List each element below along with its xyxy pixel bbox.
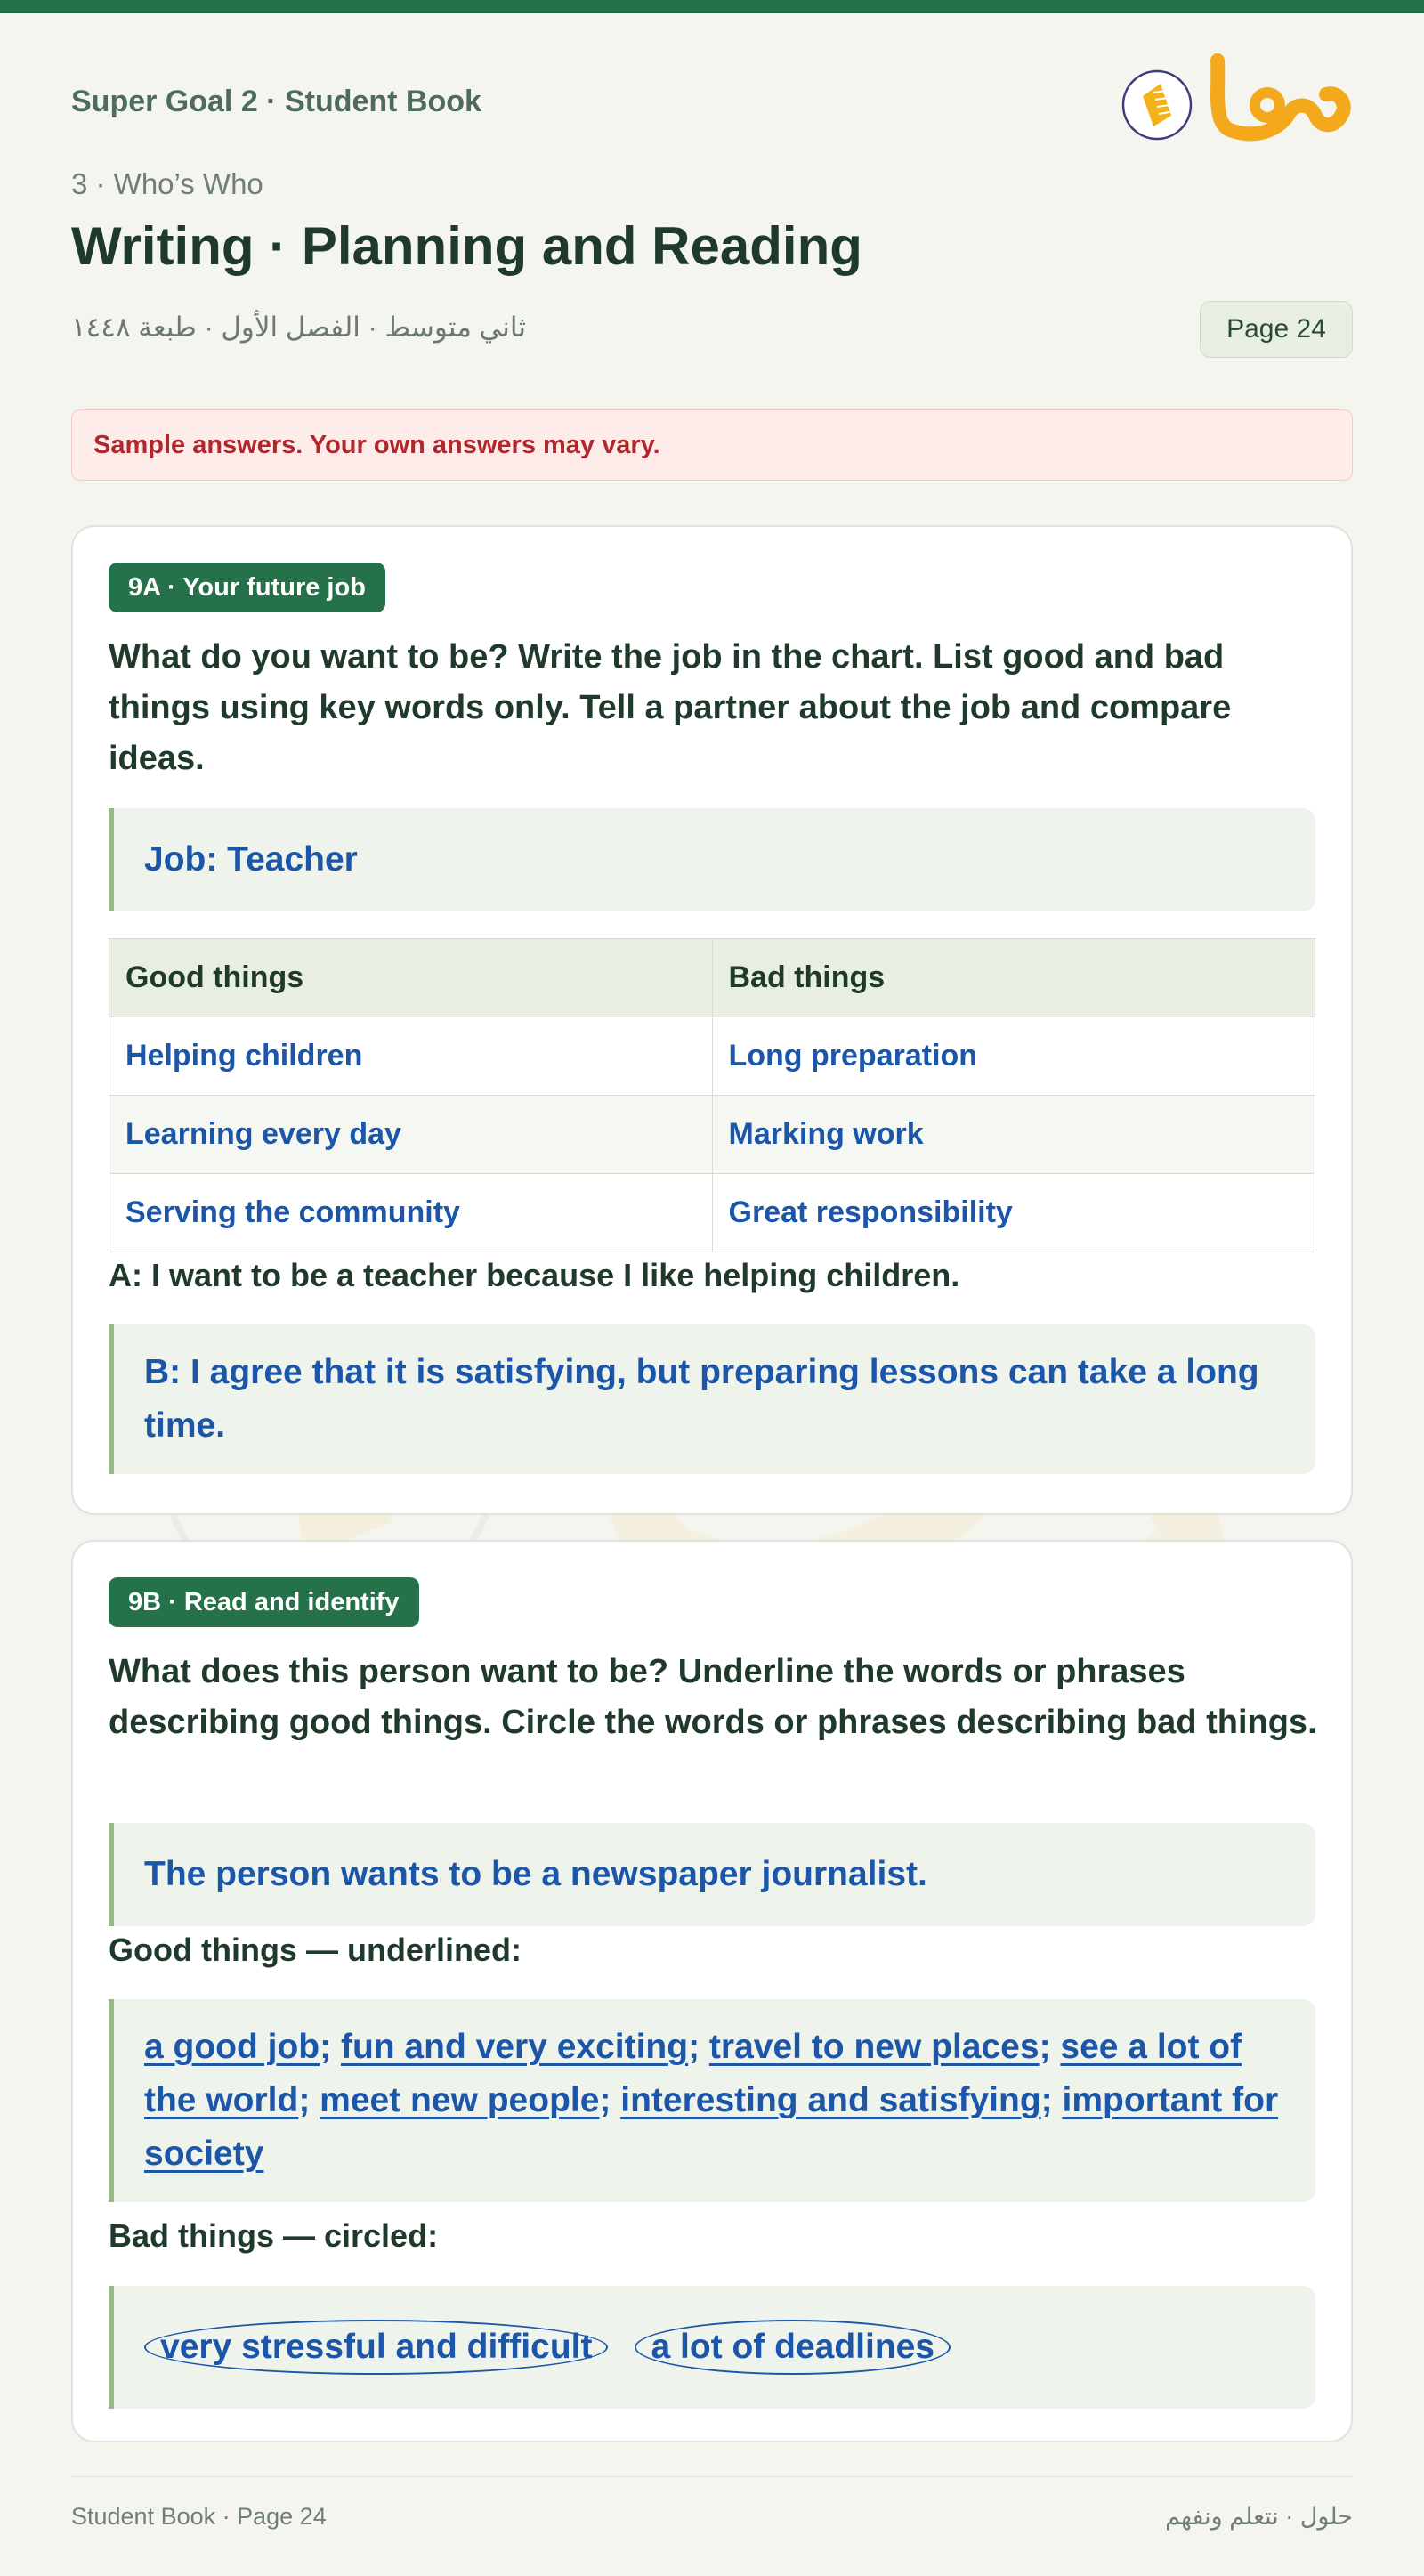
- underlined-phrase: a good job: [144, 2028, 320, 2066]
- footer-right: حلول · نتعلم ونفهم: [1165, 2503, 1353, 2530]
- table-cell: Long preparation: [712, 1017, 1315, 1096]
- section-9b-question: What does this person want to be? Underline the words or phrases describing good things. Circle the words or phrases describing bad things.: [109, 1653, 1317, 1741]
- underlined-phrase: see a lot of the world: [144, 2028, 1242, 2119]
- bad-things-label: Bad things — circled:: [109, 2217, 439, 2254]
- page-number-badge: Page 24: [1200, 301, 1353, 358]
- section-9b-tag: 9B · Read and identify: [109, 1577, 419, 1627]
- underlined-phrase: fun and very exciting: [340, 2028, 689, 2066]
- sample-answers-notice: Sample answers. Your own answers may vary.: [71, 409, 1353, 481]
- table-cell: Learning every day: [109, 1096, 713, 1174]
- phrase-separator: ;: [320, 2028, 341, 2066]
- underlined-phrase: important for society: [144, 2081, 1279, 2173]
- underlined-phrase: travel to new places: [708, 2028, 1040, 2066]
- phrase-separator: ;: [688, 2028, 709, 2066]
- good-bad-chart: [109, 938, 1315, 1252]
- dialogue-a: A: I want to be a teacher because I like helping children.: [109, 1257, 960, 1293]
- table-cell: Great responsibility: [712, 1174, 1315, 1252]
- bad-things-list: [109, 2286, 1315, 2409]
- hulul-logo: [1120, 52, 1355, 150]
- good-things-label: Good things — underlined:: [109, 1932, 522, 1968]
- phrase-separator: ;: [298, 2081, 320, 2119]
- footer-divider: [71, 2476, 1353, 2477]
- chart-header-good: Good things: [109, 939, 713, 1017]
- section-9a-tag: 9A · Your future job: [109, 563, 385, 612]
- phrase-separator: ;: [1040, 2081, 1063, 2119]
- grade-info: ثاني متوسط · الفصل الأول · طبعة ١٤٤٨: [71, 312, 526, 343]
- top-accent-bar: [0, 0, 1424, 13]
- page-title: Writing · Planning and Reading: [71, 216, 862, 276]
- section-9b-card: [71, 1540, 1353, 2442]
- job-answer: Job: Teacher: [109, 808, 1315, 911]
- circled-phrase: very stressful and difficult: [144, 2320, 608, 2375]
- table-cell: Helping children: [109, 1017, 713, 1096]
- phrase-separator: ;: [1039, 2028, 1061, 2066]
- underlined-phrase: interesting and satisfying: [620, 2081, 1041, 2119]
- table-row: [109, 1174, 1315, 1252]
- chart-header-bad: Bad things: [712, 939, 1315, 1017]
- section-9a-card: [71, 525, 1353, 1515]
- table-cell: Serving the community: [109, 1174, 713, 1252]
- underlined-phrase: meet new people: [320, 2081, 600, 2119]
- footer-left: Student Book · Page 24: [71, 2503, 327, 2530]
- unit-label: 3 · Who’s Who: [71, 167, 263, 200]
- chart-header-row: [109, 939, 1315, 1017]
- dialogue-b: B: I agree that it is satisfying, but preparing lessons can take a long time.: [109, 1324, 1315, 1474]
- table-row: [109, 1017, 1315, 1096]
- circled-phrase: a lot of deadlines: [635, 2320, 951, 2375]
- table-row: [109, 1096, 1315, 1174]
- book-title: Super Goal 2 · Student Book: [71, 85, 481, 118]
- good-things-list: [109, 1999, 1315, 2202]
- section-9a-question: What do you want to be? Write the job in the chart. List good and bad things using key words only. Tell a partner about the job and compare ideas.: [109, 638, 1232, 777]
- phrase-separator: ;: [599, 2081, 621, 2119]
- table-cell: Marking work: [712, 1096, 1315, 1174]
- person-answer: The person wants to be a newspaper journalist.: [109, 1823, 1315, 1926]
